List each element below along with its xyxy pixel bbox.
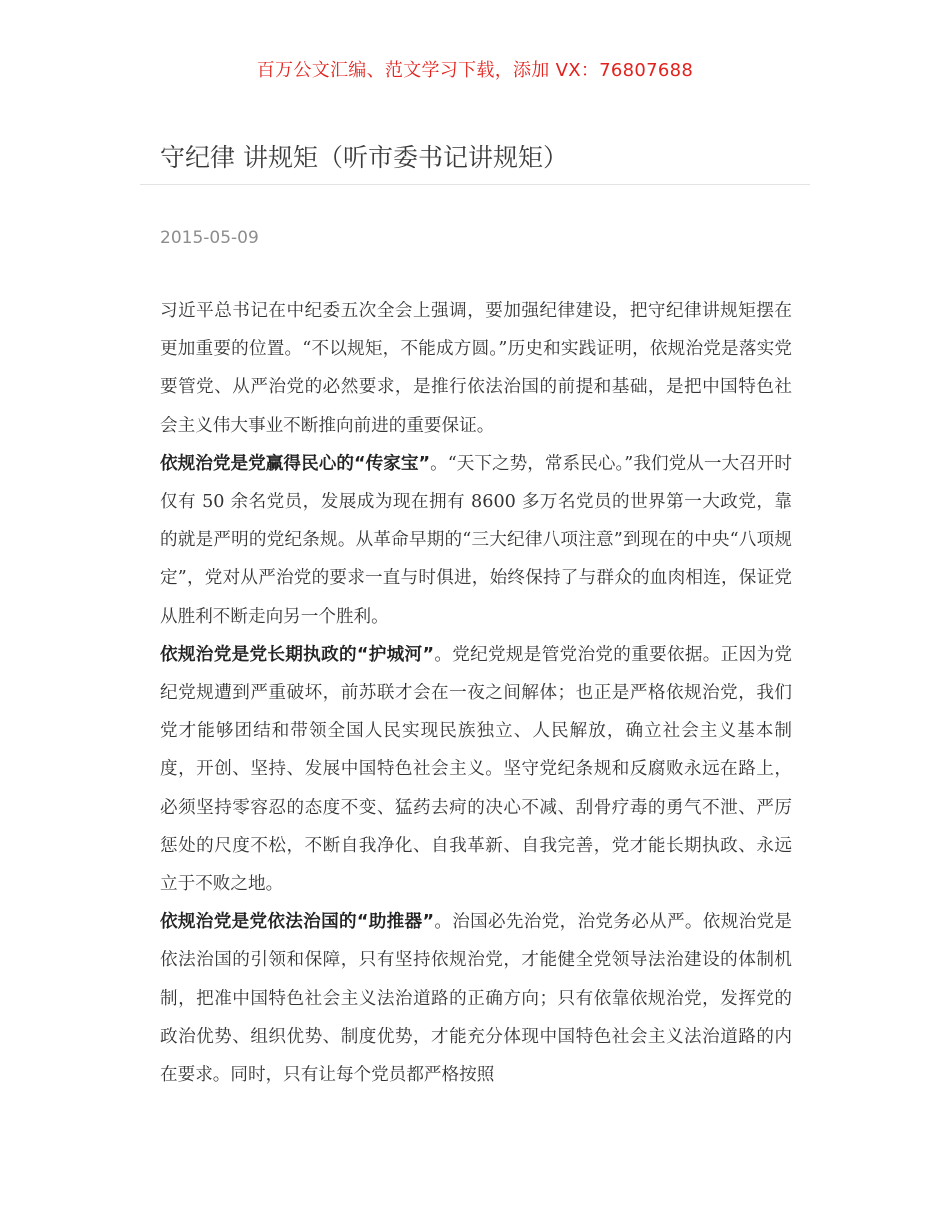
paragraph [160,903,792,1094]
publish-date: 2015-05-09 [160,228,259,248]
paragraph-body: 。“天下之势，常系民心。”我们党从一大召开时仅有 50 余名党员，发展成为现在拥有 8600 多万名党员的世界第一大政党，靠的就是严明的党纪条规。从革命早期的“三大纪律八项注意”到现在的中央“八项规定”，党对从严治党的要求一直与时俱进，始终保持了与群众的血肉相连，保证党从胜利不断走向另一个胜利。 [160,453,792,627]
promo-banner: 百万公文汇编、范文学习下载，添加 VX：76807688 [256,60,694,81]
paragraph-body: 。治国必先治党，治党务必从严。依规治党是依法治国的引领和保障，只有坚持依规治党，才能健全党领导法治建设的体制机制，把准中国特色社会主义法治道路的正确方向；只有依靠依规治党，发挥党的政治优势、组织优势、制度优势，才能充分体现中国特色社会主义法治道路的内在要求。同时，只有让每个党员都严格按照 [160,912,792,1086]
paragraph-lead: 依规治党是党长期执政的“护城河” [160,644,435,665]
paragraph [160,292,792,445]
paragraph-lead: 依规治党是党赢得民心的“传家宝” [160,453,431,474]
title-divider [140,184,810,185]
paragraph-body: 习近平总书记在中纪委五次全会上强调，要加强纪律建设，把守纪律讲规矩摆在更加重要的位置。“不以规矩，不能成方圆。”历史和实践证明，依规治党是落实党要管党、从严治党的必然要求，是推行依法治国的前提和基础，是把中国特色社会主义伟大事业不断推向前进的重要保证。 [160,301,792,436]
paragraph-lead: 依规治党是党依法治国的“助推器” [160,912,435,933]
article-body [160,292,792,1094]
paragraph-body: 。党纪党规是管党治党的重要依据。正因为党纪党规遭到严重破坏，前苏联才会在一夜之间解体；也正是严格依规治党，我们党才能够团结和带领全国人民实现民族独立、人民解放，确立社会主义基本制度，开创、坚持、发展中国特色社会主义。坚守党纪条规和反腐败永远在路上，必须坚持零容忍的态度不变、猛药去疴的决心不减、刮骨疗毒的勇气不泄、严厉惩处的尺度不松，不断自我净化、自我革新、自我完善，党才能长期执政、永远立于不败之地。 [160,644,792,895]
article-title: 守纪律 讲规矩（听市委书记讲规矩） [160,143,568,172]
paragraph [160,636,792,903]
paragraph [160,445,792,636]
